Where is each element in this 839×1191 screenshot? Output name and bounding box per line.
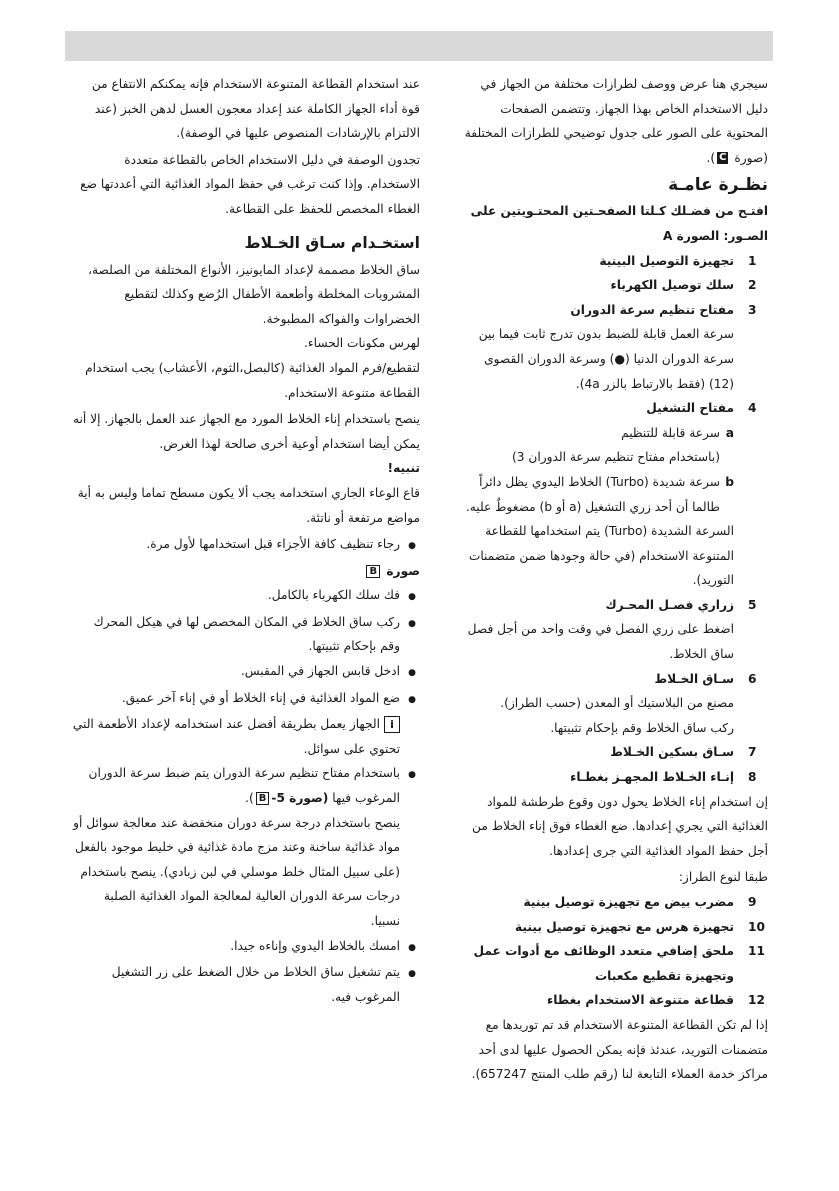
figure-b-box: B [256, 792, 270, 805]
item-description: السرعة الشديدة (Turbo) يتم استخدامها للقطاعة المتنوعة الاستخدام (في حالة وجودها ضمن متضمنات التوريد). [468, 524, 734, 588]
bullet-icon: ● [408, 942, 416, 953]
paragraph: لتقطيع/فرم المواد الغذائية (كالبصل،الثوم، الأعشاب) يجب استخدام القطاعة متنوعة الاستخدام. [85, 360, 420, 400]
figure-b-box: B [366, 565, 380, 578]
paragraph: عند استخدام القطاعة المتنوعة الاستخدام فإنه يمكنكم الانتفاع من قوة أداء الجهاز الكاملة عند إعداد معجون العسل لدهن الخبز (عند الالتزام بالإرشادات المنصوص عليها في الوصفة). [91, 77, 420, 141]
bullet-item: ● ركب ساق الخلاط في المكان المخصص لها في هيكل المحرك وقم بإحكام تثبيتها. [72, 610, 420, 659]
list-item: 7 سـاق بسكين الخـلاط [610, 745, 757, 760]
paragraph: لهرس مكونات الحساء. [304, 336, 420, 351]
item-description: اضغط على زري الفصل في وقت واحد من أجل فصل ساق الخلاط. [467, 622, 734, 662]
bullet-icon: ● [408, 969, 416, 980]
figure-b-label: صورة B [72, 559, 420, 584]
sub-item-description: (باستخدام مفتاح تنظيم سرعة الدوران 3) [511, 450, 720, 465]
list-item: 9 مضرب بيض مع تجهيزة توصيل بينية [523, 895, 757, 909]
list-item: 6 سـاق الخـلاط [654, 671, 757, 686]
list-item: 11 ملحق إضافي متعدد الوظائف مع أدوات عمل وتجهيزة تقطيع مكعبات [473, 944, 765, 983]
paragraph: ساق الخلاط مصممة لإعداد المايونيز، الأنواع المختلفة من الصلصة، المشروبات المخلطة وأطعمة الأطفال الرُضع وكذلك لتقطيع الخضراوات والفواكه المطبوخة. [88, 262, 420, 326]
item-description: مصنع من البلاستيك أو المعدن (حسب الطراز). [500, 696, 734, 711]
list-item: 2 سلك توصيل الكهرباء [610, 278, 757, 293]
bullet-item: ● فك سلك الكهرباء بالكامل. [72, 583, 420, 610]
list-item: 12 قطاعة متنوعة الاستخدام بغطاء [546, 993, 765, 1008]
paragraph: ينصح باستخدام إناء الخلاط المورد مع الجهاز عند العمل بالجهاز. إلا أنه يمكن أيضا استخدام أوعية أخرى صالحة لهذا الغرض. [72, 412, 420, 451]
note-title: تنبيه! [387, 461, 420, 476]
bullet-item: ● ادخل قابس الجهاز في المقبس. [72, 659, 420, 686]
bullet-icon: ● [408, 668, 416, 679]
left-column [72, 72, 420, 1009]
sub-item: a سرعة قابلة للتنظيم [621, 425, 734, 440]
bullet-icon: ● [408, 541, 416, 552]
overview-note: افتـح من فضـلك كـلتا الصفحـتين المحتـويتين على الصـور: الصورة A [470, 204, 768, 243]
bullet-icon: ● [408, 694, 416, 705]
intro-paragraph: سيجري هنا عرض ووصف لطرازات مختلفة من الجهاز في دليل الاستخدام الخاص بهذا الجهاز. وتتضمن الصفحات المحتوية على الصور على جدول توضيحي للطرازات المختلفة (صورة C). [464, 77, 768, 165]
bullet-item: ● يتم تشغيل ساق الخلاط من خلال الضغط على زر التشغيل المرغوب فيه. [72, 960, 420, 1009]
by-model-label: طبقا لنوع الطراز: [678, 870, 768, 885]
paragraph: ينصح باستخدام درجة سرعة دوران منخفضة عند معالجة سوائل أو مواد غذائية ساخنة وعند مزج مادة غذائية في خليط موجود بالفعل (على سبيل المثال خلط موسلي في لبن زبادي). ينصح باستخدام درجات سرعة الدوران العالية لمعالجة المواد الغذائية الصلبة نسبيا. [73, 815, 400, 928]
list-item: 4 مفتاح التشغيل [646, 401, 757, 416]
overview-title: نظـرة عامـة [668, 175, 768, 196]
info-icon: i [384, 716, 400, 733]
list-item: 5 زراري فصـل المحـرك [605, 597, 757, 612]
item-description: ركب ساق الخلاط وقم بإحكام تثبيتها. [550, 720, 734, 735]
info-note: iالجهاز يعمل بطريقة أفضل عند استخدامه لإعداد الأطعمة التي تحتوي على سوائل. [72, 717, 400, 756]
list-item: 10 تجهيزة هرس مع تجهيزة توصيل بينية [515, 919, 765, 934]
header-bar [65, 31, 773, 61]
bullet-icon: ● [408, 592, 416, 603]
bullet-icon: ● [408, 618, 416, 629]
list-item: 1 تجهيزة التوصيل البينية [599, 253, 757, 268]
item-description: سرعة العمل قابلة للضبط بدون تدرج ثابت فيما بين سرعة الدوران الدنيا (●) وسرعة الدوران القصوى (12) (فقط بالارتباط بالزر 4a). [478, 327, 734, 391]
bullet-item: ● رجاء تنظيف كافة الأجزاء قبل استخدامها لأول مرة. [72, 532, 420, 559]
item-description: إن استخدام إناء الخلاط يحول دون وقوع طرطشة للمواد الغذائية التي يجري إعدادها. ضع الغطاء فوق إناء الخلاط من أجل حفظ المواد الغذائية التي جرى إعدادها. [472, 794, 768, 858]
bullet-item: ● امسك بالخلاط اليدوي وإناءه جيدا. [72, 934, 420, 961]
paragraph: قاع الوعاء الجاري استخدامه يجب ألا يكون مسطح تماما وليس به أية مواضع مرتفعة أو ناتئة. [77, 485, 420, 525]
paragraph: تجدون الوصفة في دليل الاستخدام الخاص بالقطاعة متعددة الاستخدام. وإذا كنت ترغب في حفظ المواد الغذائية التي أعددتها ضع الغطاء المخصص للحفظ على القطاعة. [80, 152, 420, 216]
bullet-item: ● ضع المواد الغذائية في إناء الخلاط أو في إناء آخر عميق. [72, 686, 420, 713]
list-item: 8 إنـاء الخـلاط المجهـز بغطـاء [570, 770, 757, 785]
figure-c-box: C [719, 152, 727, 164]
bullet-icon: ● [408, 770, 416, 781]
list-item: 3 مفتاح تنظيم سرعة الدوران [570, 302, 757, 317]
right-column [458, 72, 768, 1087]
bullet-item: ● باستخدام مفتاح تنظيم سرعة الدوران يتم ضبط سرعة الدوران المرغوب فيها (صورة 5-B). [72, 761, 420, 810]
sub-item: b سرعة شديدة (Turbo) الخلاط اليدوي يظل دائراً طالما أن أحد زري التشغيل (a أو b) مضغوطٌ عليه. [465, 474, 734, 514]
item-description: إذا لم تكن القطاعة المتنوعة الاستخدام قد تم توريدها مع متضمنات التوريد، عندئذ فإنه يمكن الحصول عليها لدى أحد مراكز خدمة العملاء التابعة لنا (رقم طلب المنتج 657247). [471, 1017, 768, 1082]
section-title: استخـدام سـاق الخـلاط [244, 233, 420, 252]
